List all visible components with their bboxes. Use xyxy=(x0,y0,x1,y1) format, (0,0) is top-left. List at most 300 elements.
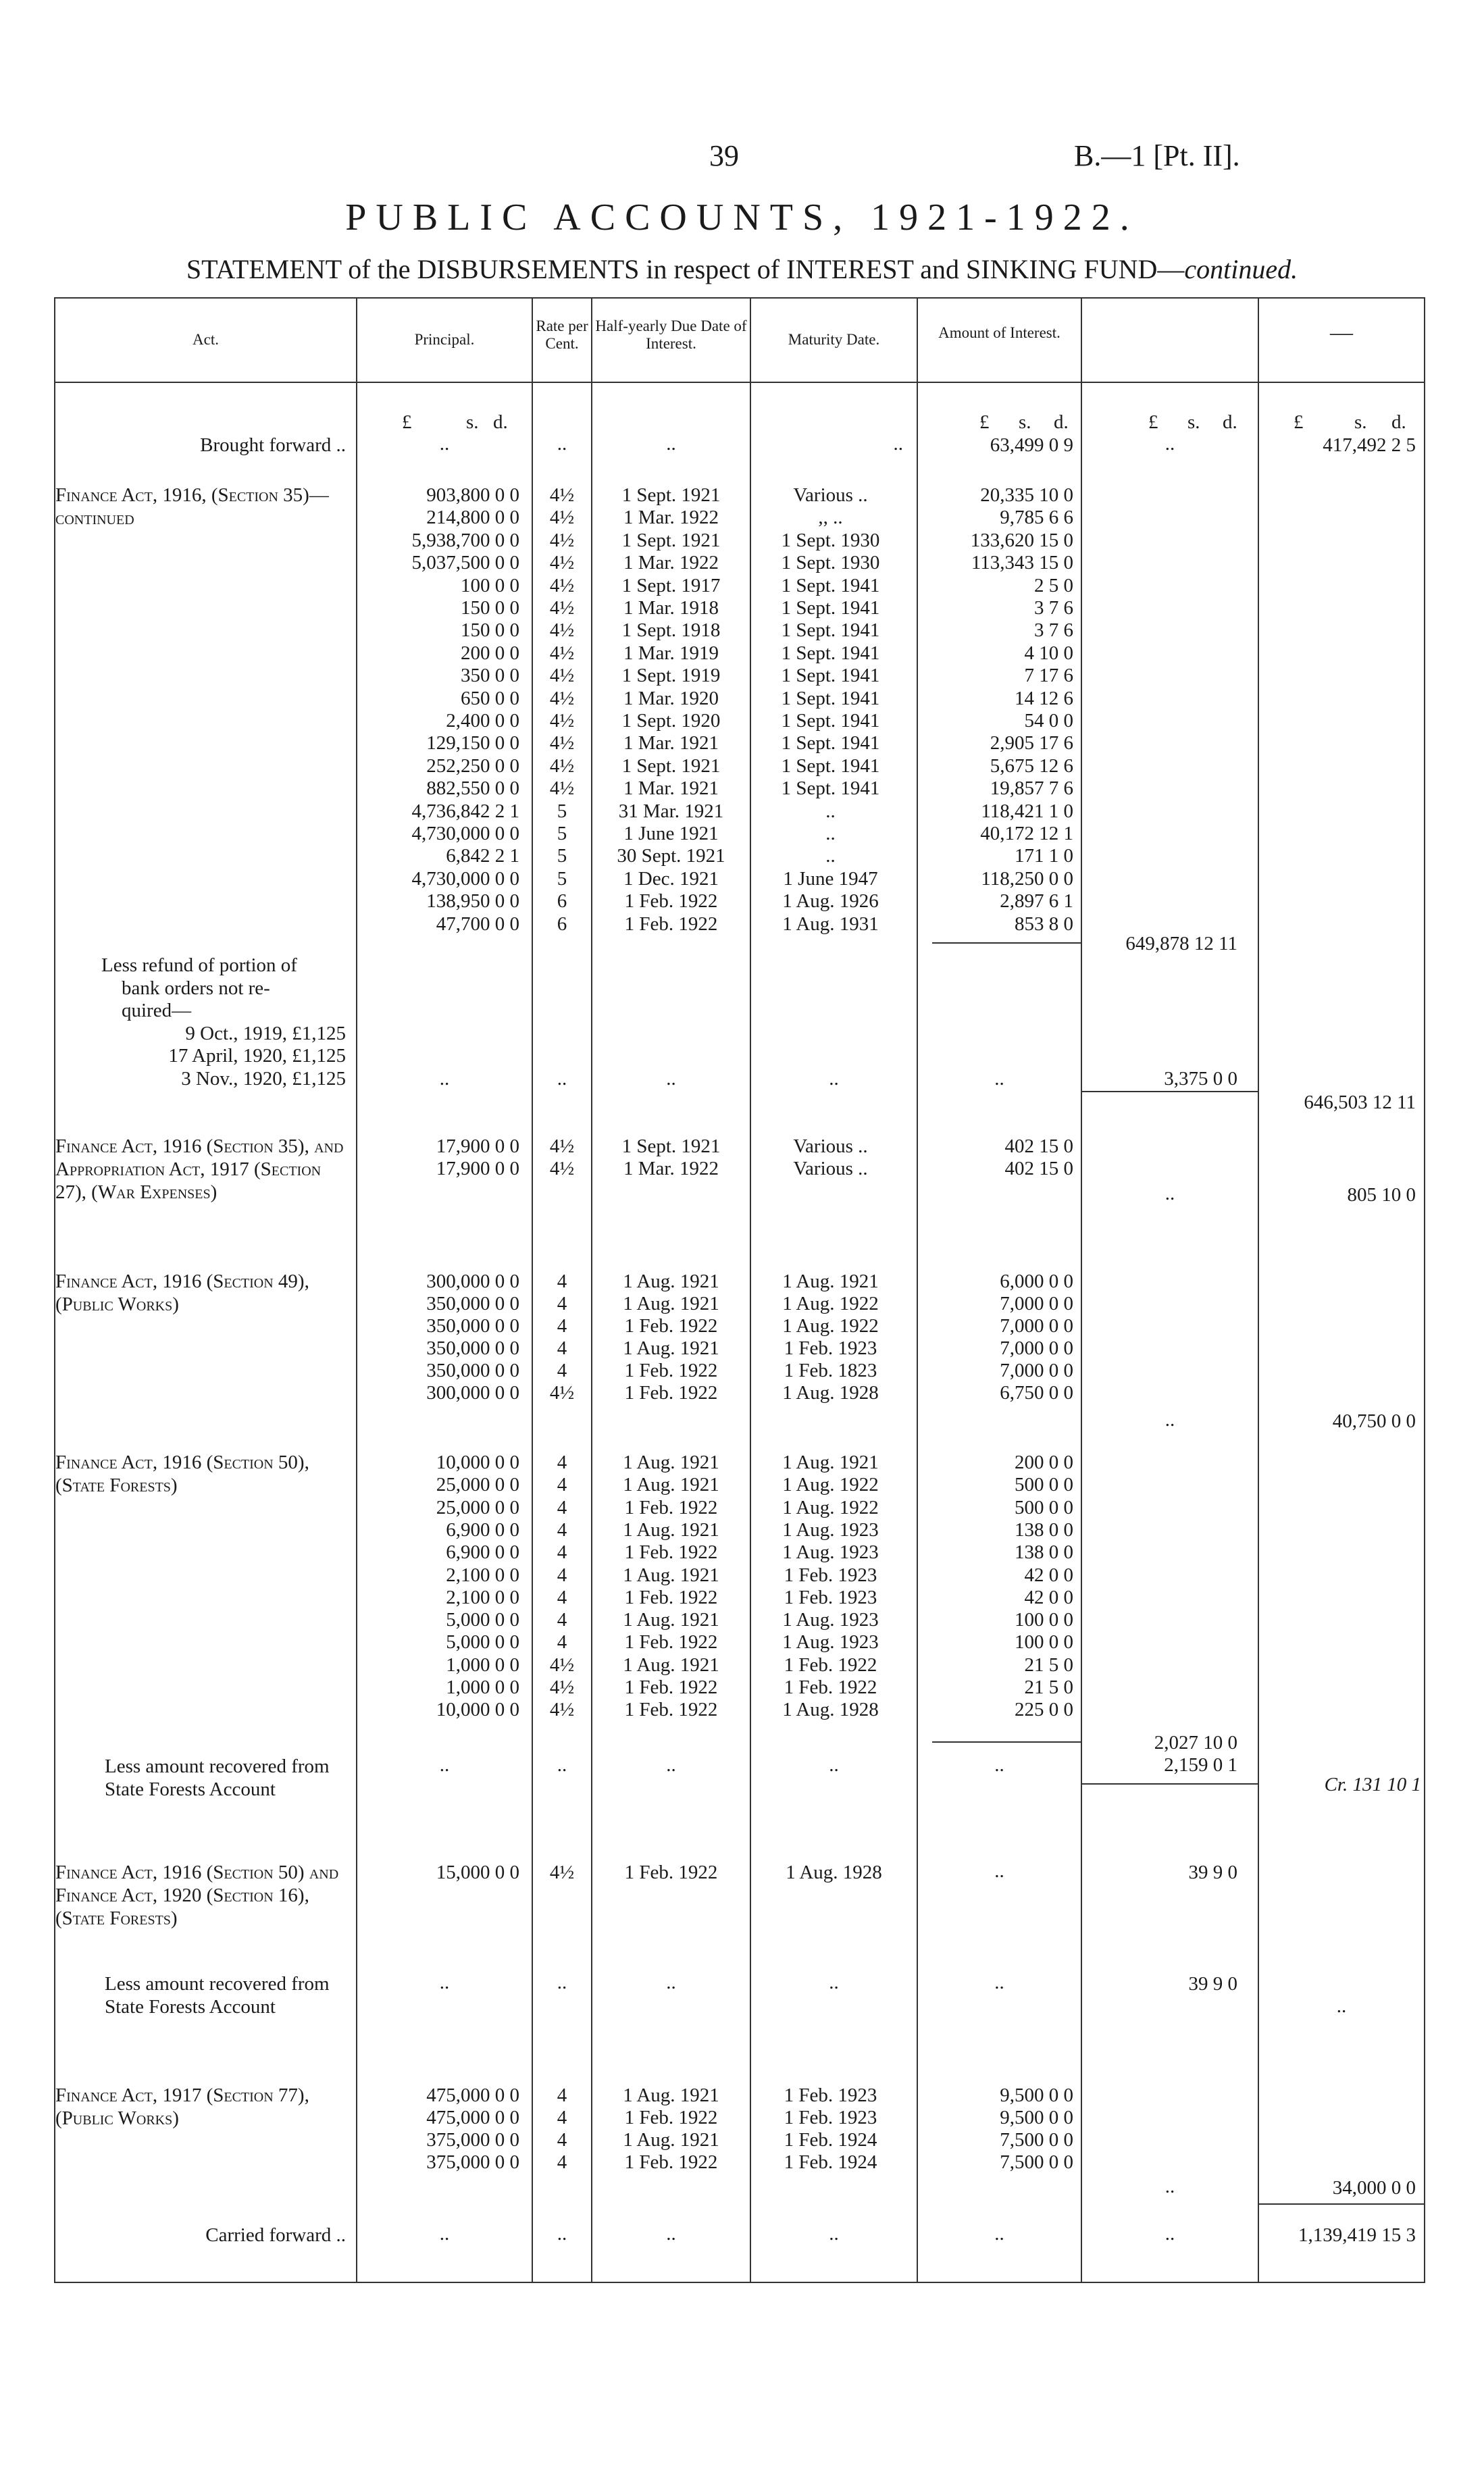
due-date-value: 1 Feb. 1922 xyxy=(624,1699,718,1721)
amount-value: 9,500 0 0 xyxy=(1000,2107,1073,2128)
column-header-rate: Rate per Cent. xyxy=(536,317,588,352)
principal-value: 350,000 0 0 xyxy=(426,1337,519,1359)
ellipsis: .. xyxy=(1165,1183,1175,1204)
rate-value: 4½ xyxy=(549,687,575,709)
amount-value: 5,675 12 6 xyxy=(990,754,1073,777)
rate-value: 4½ xyxy=(549,1158,575,1179)
page-number: 39 xyxy=(709,139,739,172)
maturity-value: 1 Aug. 1926 xyxy=(782,890,879,913)
due-date-value: 1 Mar. 1920 xyxy=(623,687,719,709)
carried-forward-label: Carried forward .. xyxy=(205,2224,346,2246)
amount-value: 171 1 0 xyxy=(1015,845,1073,867)
maturity-value: 1 Sept. 1941 xyxy=(781,642,880,664)
maturity-value: 1 Aug. 1923 xyxy=(782,1518,879,1541)
principal-value: 2,100 0 0 xyxy=(446,1586,519,1608)
rate-value: 4 xyxy=(557,1541,567,1564)
maturity-value: 1 Feb. 1924 xyxy=(784,2129,877,2151)
rate-value: 4½ xyxy=(549,1135,575,1157)
amount-value: 402 15 0 xyxy=(1004,1158,1073,1179)
act-title: Finance Act, 1916 (Section 35), and Appropriation Act, 1917 (Section 27), (War Expenses) xyxy=(55,1135,344,1203)
unit-pence: d. xyxy=(1391,411,1406,433)
maturity-value: 1 Aug. 1921 xyxy=(782,1271,879,1292)
rate-value: 6 xyxy=(557,890,567,913)
ellipsis: .. xyxy=(994,1972,1004,1993)
ellipsis: .. xyxy=(1165,2176,1175,2197)
maturity-value: 1 Aug. 1921 xyxy=(782,1452,879,1473)
principal-value: 25,000 0 0 xyxy=(436,1474,519,1496)
section4-subtotal: 2,027 10 0 xyxy=(1154,1732,1237,1754)
maturity-value: .. xyxy=(825,823,836,844)
ellipsis: .. xyxy=(1165,1409,1175,1431)
ellipsis: .. xyxy=(1336,1995,1347,2017)
rate-value: 4 xyxy=(557,1586,567,1608)
rate-value: 4 xyxy=(557,1564,567,1586)
amount-value: 7,500 0 0 xyxy=(1000,2151,1073,2173)
amount-value: 19,857 7 6 xyxy=(990,777,1073,800)
maturity-value: ,, .. xyxy=(818,507,843,529)
rate-value: 4½ xyxy=(549,507,575,529)
ellipsis: .. xyxy=(829,1068,839,1090)
amount-value: 42 0 0 xyxy=(1024,1564,1073,1586)
amount-value: 21 5 0 xyxy=(1024,1654,1073,1676)
amount-value: 7,000 0 0 xyxy=(1000,1293,1073,1314)
rate-value: 4 xyxy=(557,1496,567,1518)
ellipsis: .. xyxy=(557,1754,567,1776)
principal-value: 350 0 0 xyxy=(461,665,519,687)
amount-value: 7,000 0 0 xyxy=(1000,1337,1073,1359)
ellipsis: .. xyxy=(557,2223,567,2245)
principal-value: 2,100 0 0 xyxy=(446,1564,519,1586)
amount-value: 2,897 6 1 xyxy=(1000,890,1073,913)
rate-value: 4 xyxy=(557,1315,567,1337)
rate-value: 4½ xyxy=(549,619,575,642)
amount-value: 3 7 6 xyxy=(1034,597,1073,619)
due-date-value: 1 Mar. 1918 xyxy=(623,597,719,619)
section2-total: 805 10 0 xyxy=(1347,1184,1416,1206)
due-date-value: 1 Feb. 1922 xyxy=(624,913,718,935)
rate-value: 4½ xyxy=(549,665,575,687)
due-date-value: 1 Aug. 1921 xyxy=(623,1609,719,1631)
maturity-value: Various .. xyxy=(793,1135,868,1157)
amount-value: 133,620 15 0 xyxy=(970,529,1073,551)
section6-total: 34,000 0 0 xyxy=(1332,2177,1416,2199)
maturity-value: 1 Feb. 1924 xyxy=(784,2151,877,2173)
section5-less-amount: 39 9 0 xyxy=(1188,1973,1237,1995)
maturity-value: 1 Sept. 1941 xyxy=(781,710,880,732)
principal-value: 252,250 0 0 xyxy=(426,754,519,777)
principal-value: 200 0 0 xyxy=(461,642,519,664)
due-date-value: 1 Aug. 1921 xyxy=(623,1452,719,1473)
due-date-value: 1 Mar. 1921 xyxy=(623,732,719,754)
maturity-value: 1 Sept. 1941 xyxy=(781,754,880,777)
maturity-value: 1 Feb. 1922 xyxy=(784,1677,877,1698)
principal-value: 475,000 0 0 xyxy=(426,2107,519,2128)
amount-value: 9,785 6 6 xyxy=(1000,507,1073,529)
due-date-value: 1 June 1921 xyxy=(623,823,719,844)
unit-pound: £ xyxy=(979,411,990,433)
principal-value: 350,000 0 0 xyxy=(426,1315,519,1337)
principal-value: 100 0 0 xyxy=(461,574,519,596)
due-date-value: 1 Sept. 1921 xyxy=(621,529,721,551)
rate-value: 4 xyxy=(557,1474,567,1496)
unit-pence: d. xyxy=(493,411,508,433)
ellipsis: .. xyxy=(557,1068,567,1090)
amount-value: 21 5 0 xyxy=(1024,1677,1073,1698)
maturity-value: 1 Aug. 1928 xyxy=(786,1862,882,1883)
principal-value: 300,000 0 0 xyxy=(426,1382,519,1404)
subtitle-main: STATEMENT of the DISBURSEMENTS in respect of INTEREST and SINKING FUND— xyxy=(186,254,1185,284)
principal-value: 6,842 2 1 xyxy=(446,845,519,867)
maturity-value: 1 Feb. 1923 xyxy=(784,1586,877,1608)
amount-value: 7,000 0 0 xyxy=(1000,1360,1073,1381)
header-bottom-rule xyxy=(54,382,1425,383)
act-title: Finance Act, 1917 (Section 77), (Public Works) xyxy=(55,2084,309,2129)
due-date-value: 1 Aug. 1921 xyxy=(623,1564,719,1586)
column-rule xyxy=(1258,297,1259,2282)
less-refund-line: 9 Oct., 1919, £1,125 xyxy=(185,1022,346,1044)
section1-subtotal: 649,878 12 11 xyxy=(1125,933,1237,954)
rate-value: 5 xyxy=(557,800,567,822)
rate-value: 4 xyxy=(557,2151,567,2173)
due-date-value: 1 Mar. 1922 xyxy=(623,1158,719,1179)
subtotal-rule xyxy=(932,942,1081,944)
page-title: PUBLIC ACCOUNTS, 1921-1922. xyxy=(345,197,1139,238)
section-act-label xyxy=(55,1861,353,1930)
amount-value: 2,905 17 6 xyxy=(990,732,1073,754)
rate-value: 4½ xyxy=(549,754,575,777)
due-date-value: 1 Aug. 1921 xyxy=(623,2129,719,2151)
section-act-label xyxy=(55,1135,353,1204)
rate-value: 4 xyxy=(557,1631,567,1654)
due-date-value: 1 Aug. 1921 xyxy=(623,1654,719,1676)
rate-value: 4 xyxy=(557,1518,567,1541)
maturity-value: 1 June 1947 xyxy=(783,867,878,890)
ellipsis: .. xyxy=(666,433,676,455)
principal-value: 5,000 0 0 xyxy=(446,1609,519,1631)
principal-value: 129,150 0 0 xyxy=(426,732,519,754)
due-date-value: 1 Sept. 1919 xyxy=(621,665,721,687)
maturity-value: 1 Aug. 1922 xyxy=(782,1315,879,1337)
maturity-value: 1 Aug. 1922 xyxy=(782,1496,879,1518)
due-date-value: 1 Aug. 1921 xyxy=(623,1271,719,1292)
column-header-total: — xyxy=(1330,320,1353,345)
ellipsis: .. xyxy=(666,1068,676,1090)
rate-value: 4½ xyxy=(549,1862,575,1883)
rate-value: 4½ xyxy=(549,732,575,754)
principal-value: 650 0 0 xyxy=(461,687,519,709)
principal-value: 17,900 0 0 xyxy=(436,1135,519,1157)
column-header-maturity: Maturity Date. xyxy=(788,331,880,348)
maturity-value: 1 Aug. 1923 xyxy=(782,1609,879,1631)
due-date-value: 1 Sept. 1921 xyxy=(621,754,721,777)
amount-value: 100 0 0 xyxy=(1015,1631,1073,1654)
act-title: Finance Act, 1916 (Section 49), (Public Works) xyxy=(55,1271,309,1315)
principal-value: 350,000 0 0 xyxy=(426,1293,519,1314)
section-act-label xyxy=(55,1451,353,1497)
less-refund-line: 3 Nov., 1920, £1,125 xyxy=(181,1067,346,1090)
principal-value: 15,000 0 0 xyxy=(436,1862,519,1883)
principal-value: 17,900 0 0 xyxy=(436,1158,519,1179)
unit-pence: d. xyxy=(1054,411,1069,433)
due-date-value: 1 Feb. 1922 xyxy=(624,1496,718,1518)
ellipsis: .. xyxy=(994,1860,1004,1882)
subtitle-continued: continued. xyxy=(1184,254,1298,284)
maturity-value: Various .. xyxy=(793,1158,868,1179)
rate-value: 4 xyxy=(557,1337,567,1359)
amount-value: 853 8 0 xyxy=(1015,913,1073,935)
amount-value: 6,000 0 0 xyxy=(1000,1271,1073,1292)
section5-less-label xyxy=(105,1972,348,2018)
maturity-value: 1 Aug. 1931 xyxy=(782,913,879,935)
ellipsis: .. xyxy=(829,1754,839,1776)
due-date-value: 1 Sept. 1918 xyxy=(621,619,721,642)
ellipsis: .. xyxy=(994,2223,1004,2245)
due-date-value: 1 Aug. 1921 xyxy=(623,1293,719,1314)
maturity-value: 1 Feb. 1923 xyxy=(784,2107,877,2128)
rate-value: 4 xyxy=(557,1293,567,1314)
maturity-value: 1 Sept. 1930 xyxy=(781,529,880,551)
amount-value: 7,000 0 0 xyxy=(1000,1315,1073,1337)
less-label: Less amount recovered from State Forests Account xyxy=(105,1756,330,1800)
principal-value: 4,736,842 2 1 xyxy=(411,800,519,822)
section5-subtotal: 39 9 0 xyxy=(1188,1862,1237,1883)
principal-value: 300,000 0 0 xyxy=(426,1271,519,1292)
rate-value: 4½ xyxy=(549,552,575,574)
ellipsis: .. xyxy=(439,2223,450,2245)
due-date-value: 1 Aug. 1921 xyxy=(623,1518,719,1541)
rate-value: 4½ xyxy=(549,1699,575,1721)
subtotal-rule xyxy=(1082,1783,1258,1785)
rate-value: 5 xyxy=(557,845,567,867)
due-date-value: 1 Feb. 1922 xyxy=(624,1315,718,1337)
principal-value: 475,000 0 0 xyxy=(426,2084,519,2106)
unit-pence: d. xyxy=(1223,411,1237,433)
principal-value: 6,900 0 0 xyxy=(446,1518,519,1541)
brought-forward-amount: 63,499 0 9 xyxy=(990,434,1073,456)
amount-value: 500 0 0 xyxy=(1015,1474,1073,1496)
rate-value: 4½ xyxy=(549,710,575,732)
ellipsis: .. xyxy=(994,1068,1004,1090)
principal-value: 150 0 0 xyxy=(461,619,519,642)
brought-forward-label: Brought forward .. xyxy=(200,434,346,456)
unit-shillings: s. xyxy=(1187,411,1200,433)
principal-value: 47,700 0 0 xyxy=(436,913,519,935)
less-refund-line: quired— xyxy=(122,1000,192,1021)
principal-value: 903,800 0 0 xyxy=(426,484,519,506)
maturity-value: .. xyxy=(825,845,836,867)
unit-shillings: s. xyxy=(1354,411,1367,433)
subtotal-rule xyxy=(1259,2203,1424,2205)
amount-value: 3 7 6 xyxy=(1034,619,1073,642)
column-header-due-date: Half-yearly Due Date of Interest. xyxy=(595,317,747,352)
due-date-value: 1 Feb. 1922 xyxy=(624,2107,718,2128)
rate-value: 4 xyxy=(557,1360,567,1381)
document-reference: B.—1 [Pt. II]. xyxy=(1074,139,1240,172)
column-rule xyxy=(1424,297,1425,2282)
rate-value: 4 xyxy=(557,1271,567,1292)
maturity-value: 1 Aug. 1922 xyxy=(782,1474,879,1496)
maturity-value: 1 Aug. 1923 xyxy=(782,1541,879,1564)
maturity-value: 1 Sept. 1941 xyxy=(781,665,880,687)
amount-value: 118,421 1 0 xyxy=(981,800,1073,822)
less-refund-line: 17 April, 1920, £1,125 xyxy=(168,1045,346,1067)
maturity-value: 1 Aug. 1928 xyxy=(782,1382,879,1404)
column-header-amount: Amount of Interest. xyxy=(938,324,1060,341)
maturity-value: 1 Aug. 1928 xyxy=(782,1699,879,1721)
rate-value: 4½ xyxy=(549,1677,575,1698)
table-top-rule xyxy=(54,297,1425,299)
rate-value: 4 xyxy=(557,2084,567,2106)
ellipsis: .. xyxy=(1165,2223,1175,2245)
maturity-value: 1 Aug. 1923 xyxy=(782,1631,879,1654)
amount-value: 9,500 0 0 xyxy=(1000,2084,1073,2106)
due-date-value: 1 Feb. 1922 xyxy=(624,890,718,913)
rate-value: 5 xyxy=(557,823,567,844)
rate-value: 4 xyxy=(557,2129,567,2151)
rate-value: 4½ xyxy=(549,529,575,551)
due-date-value: 1 Feb. 1922 xyxy=(624,1862,718,1883)
principal-value: 2,400 0 0 xyxy=(446,710,519,732)
act-title: Finance Act, 1916, (Section 35)—continued xyxy=(55,484,329,529)
principal-value: 5,938,700 0 0 xyxy=(411,529,519,551)
amount-value: 6,750 0 0 xyxy=(1000,1382,1073,1404)
unit-pound: £ xyxy=(402,411,412,433)
brought-forward-total: 417,492 2 5 xyxy=(1323,434,1416,456)
amount-value: 138 0 0 xyxy=(1015,1541,1073,1564)
ellipsis: .. xyxy=(1165,433,1175,455)
due-date-value: 1 Dec. 1921 xyxy=(623,867,719,890)
subtotal-rule xyxy=(1082,1091,1258,1092)
unit-shillings: s. xyxy=(466,411,479,433)
maturity-value: 1 Sept. 1941 xyxy=(781,574,880,596)
due-date-value: 1 Aug. 1921 xyxy=(623,2084,719,2106)
column-header-act: Act. xyxy=(193,331,219,348)
section4-total: Cr. 131 10 1 xyxy=(1324,1774,1421,1795)
principal-value: 1,000 0 0 xyxy=(446,1677,519,1698)
amount-value: 225 0 0 xyxy=(1015,1699,1073,1721)
ellipsis: .. xyxy=(439,433,450,455)
ellipsis: .. xyxy=(666,1972,676,1993)
ellipsis: .. xyxy=(439,1754,450,1776)
maturity-value: 1 Feb. 1922 xyxy=(784,1654,877,1676)
rate-value: 4½ xyxy=(549,574,575,596)
section-act-label xyxy=(55,484,353,530)
due-date-value: 1 Feb. 1922 xyxy=(624,1586,718,1608)
section-act-label xyxy=(55,2084,353,2130)
principal-value: 150 0 0 xyxy=(461,597,519,619)
maturity-value: 1 Feb. 1823 xyxy=(784,1360,877,1381)
principal-value: 6,900 0 0 xyxy=(446,1541,519,1564)
due-date-value: 1 Feb. 1922 xyxy=(624,1631,718,1654)
amount-value: 14 12 6 xyxy=(1015,687,1073,709)
principal-value: 5,000 0 0 xyxy=(446,1631,519,1654)
rate-value: 4½ xyxy=(549,597,575,619)
rate-value: 4 xyxy=(557,2107,567,2128)
less-refund-line: bank orders not re- xyxy=(122,977,270,999)
amount-value: 100 0 0 xyxy=(1015,1609,1073,1631)
due-date-value: 1 Feb. 1922 xyxy=(624,1677,718,1698)
maturity-value: .. xyxy=(825,800,836,822)
column-header-principal: Principal. xyxy=(414,331,475,348)
maturity-value: 1 Feb. 1923 xyxy=(784,1337,877,1359)
ellipsis: .. xyxy=(557,1972,567,1993)
ellipsis: .. xyxy=(829,1972,839,1993)
unit-shillings: s. xyxy=(1019,411,1031,433)
amount-value: 54 0 0 xyxy=(1024,710,1073,732)
due-date-value: 1 Sept. 1920 xyxy=(621,710,721,732)
amount-value: 200 0 0 xyxy=(1015,1452,1073,1473)
due-date-value: 1 Mar. 1921 xyxy=(623,777,719,800)
principal-value: 25,000 0 0 xyxy=(436,1496,519,1518)
maturity-value: 1 Sept. 1941 xyxy=(781,619,880,642)
due-date-value: 1 Aug. 1921 xyxy=(623,1337,719,1359)
due-date-value: 1 Mar. 1919 xyxy=(623,642,719,664)
due-date-value: 1 Mar. 1922 xyxy=(623,507,719,529)
principal-value: 375,000 0 0 xyxy=(426,2129,519,2151)
ellipsis: .. xyxy=(557,433,567,455)
principal-value: 375,000 0 0 xyxy=(426,2151,519,2173)
due-date-value: 1 Feb. 1922 xyxy=(624,1541,718,1564)
principal-value: 10,000 0 0 xyxy=(436,1452,519,1473)
rate-value: 5 xyxy=(557,867,567,890)
amount-value: 7 17 6 xyxy=(1024,665,1073,687)
rate-value: 4½ xyxy=(549,642,575,664)
amount-value: 20,335 10 0 xyxy=(980,484,1073,506)
due-date-value: 1 Feb. 1922 xyxy=(624,1360,718,1381)
rate-value: 6 xyxy=(557,913,567,935)
due-date-value: 30 Sept. 1921 xyxy=(617,845,725,867)
subtotal-rule xyxy=(932,1741,1081,1743)
principal-value: 4,730,000 0 0 xyxy=(411,823,519,844)
maturity-value: 1 Feb. 1923 xyxy=(784,2084,877,2106)
rate-value: 4½ xyxy=(549,1654,575,1676)
section1-less-amount: 3,375 0 0 xyxy=(1164,1068,1237,1090)
section1-total: 646,503 12 11 xyxy=(1304,1092,1416,1113)
amount-value: 2 5 0 xyxy=(1034,574,1073,596)
rate-value: 4 xyxy=(557,1609,567,1631)
rate-value: 4½ xyxy=(549,484,575,506)
due-date-value: 1 Aug. 1921 xyxy=(623,1474,719,1496)
amount-value: 402 15 0 xyxy=(1004,1135,1073,1157)
unit-pound: £ xyxy=(1294,411,1304,433)
amount-value: 4 10 0 xyxy=(1024,642,1073,664)
ellipsis: .. xyxy=(666,2223,676,2245)
due-date-value: 1 Sept. 1921 xyxy=(621,1135,721,1157)
less-refund-line: Less refund of portion of xyxy=(101,954,297,976)
principal-value: 4,730,000 0 0 xyxy=(411,867,519,890)
ellipsis: .. xyxy=(666,1754,676,1776)
ellipsis: .. xyxy=(439,1068,450,1090)
amount-value: 42 0 0 xyxy=(1024,1586,1073,1608)
due-date-value: 1 Mar. 1922 xyxy=(623,552,719,574)
rate-value: 4½ xyxy=(549,1382,575,1404)
ellipsis: .. xyxy=(994,1754,1004,1776)
maturity-value: 1 Feb. 1923 xyxy=(784,1564,877,1586)
maturity-value: 1 Sept. 1941 xyxy=(781,777,880,800)
ellipsis: .. xyxy=(829,2223,839,2245)
amount-value: 7,500 0 0 xyxy=(1000,2129,1073,2151)
principal-value: 5,037,500 0 0 xyxy=(411,552,519,574)
principal-value: 138,950 0 0 xyxy=(426,890,519,913)
maturity-value: 1 Sept. 1930 xyxy=(781,552,880,574)
section4-less-amount: 2,159 0 1 xyxy=(1164,1754,1237,1776)
rate-value: 4 xyxy=(557,1452,567,1473)
due-date-value: 1 Feb. 1922 xyxy=(624,1382,718,1404)
due-date-value: 1 Sept. 1917 xyxy=(621,574,721,596)
amount-value: 113,343 15 0 xyxy=(971,552,1073,574)
section-act-label xyxy=(55,1270,353,1316)
carried-forward-total: 1,139,419 15 3 xyxy=(1298,2224,1416,2246)
